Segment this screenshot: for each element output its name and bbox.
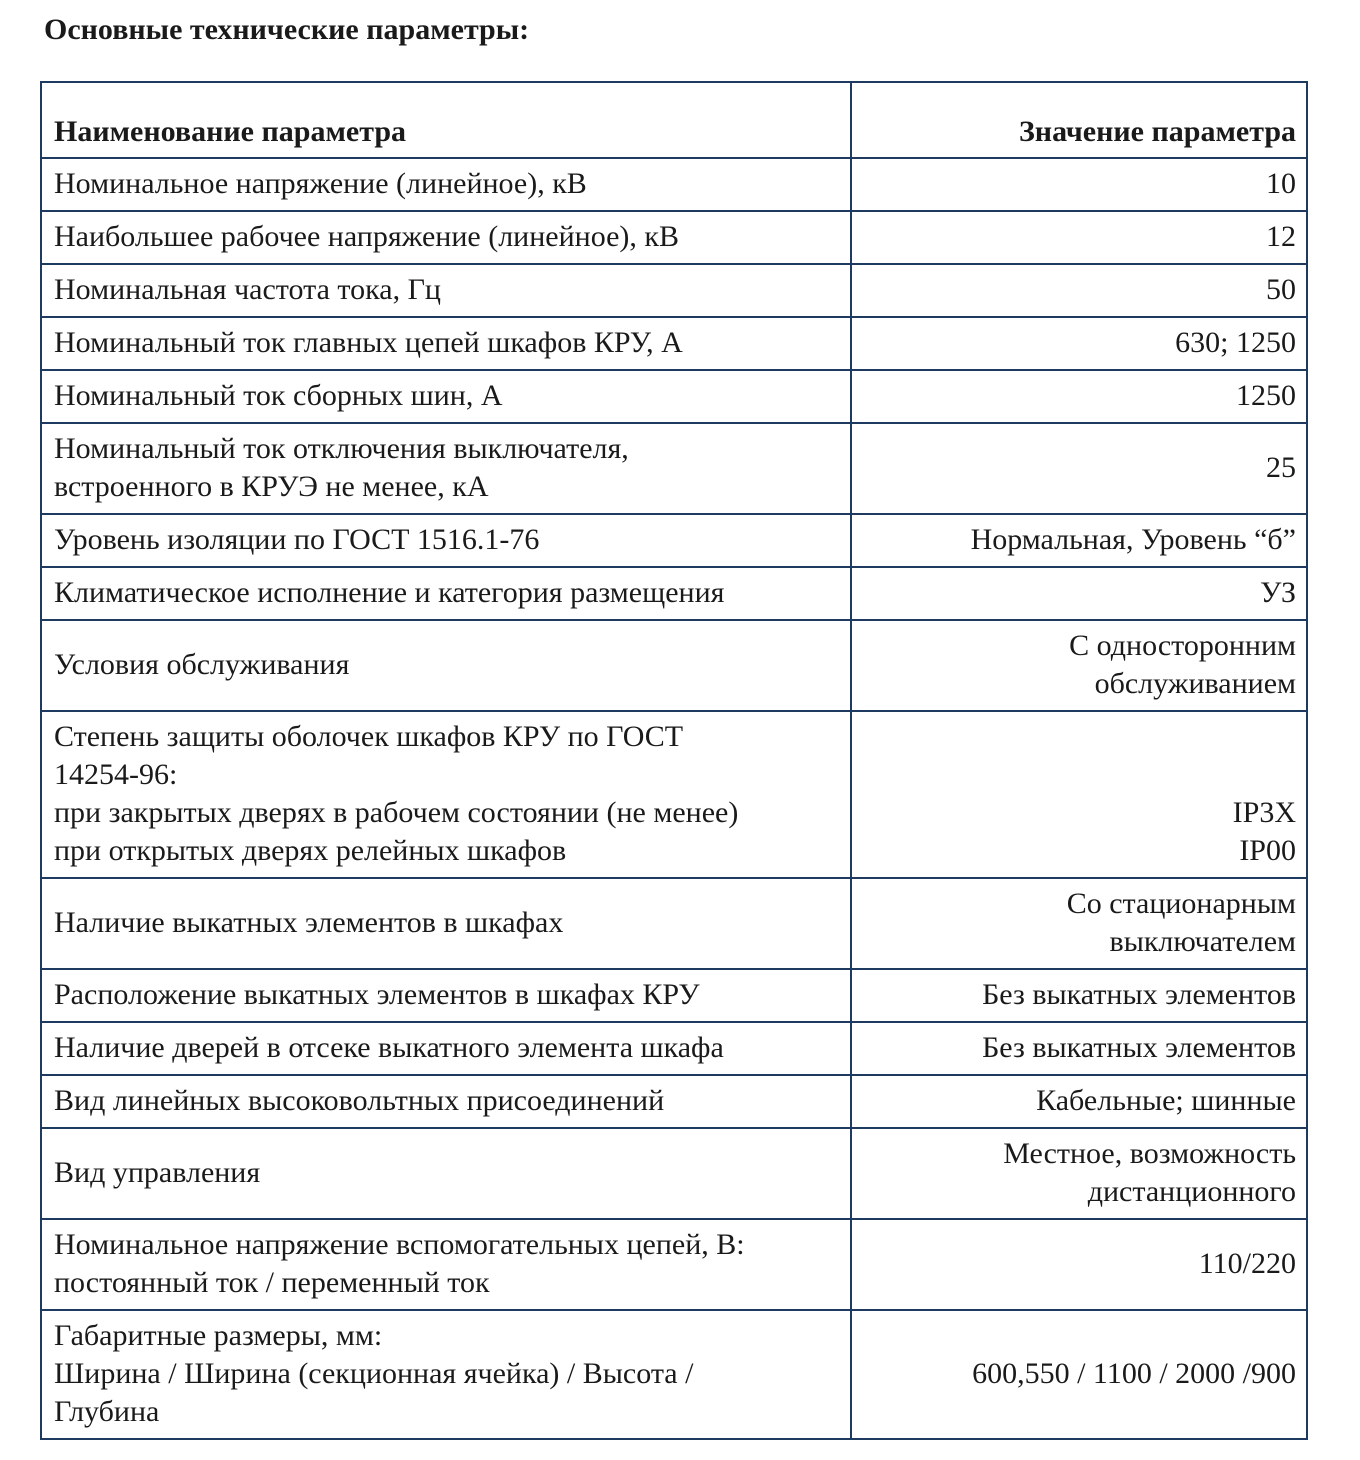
- parameter-name-cell: [41, 423, 851, 514]
- parameter-name-text: Номинальная частота тока, Гц: [54, 273, 441, 306]
- parameter-value-text: 1250: [1236, 379, 1296, 412]
- parameter-value-cell: [851, 514, 1307, 567]
- table-row: [41, 423, 1307, 514]
- parameter-value-text: С односторонним: [1069, 629, 1296, 662]
- parameter-value-text: 50: [1266, 273, 1296, 306]
- parameter-value-text: Нормальная, Уровень “б”: [970, 523, 1296, 556]
- parameter-name-cell: [41, 1022, 851, 1075]
- parameter-value-text: Кабельные; шинные: [1036, 1084, 1296, 1117]
- parameter-name-text: Уровень изоляции по ГОСТ 1516.1-76: [54, 523, 540, 556]
- parameter-name-cell: [41, 711, 851, 878]
- parameter-name-text: при закрытых дверях в рабочем состоянии (не менее): [54, 796, 739, 829]
- parameter-value-cell: [851, 1022, 1307, 1075]
- parameter-value-text: 630; 1250: [1175, 326, 1296, 359]
- table-row: [41, 969, 1307, 1022]
- parameter-name-cell: [41, 1128, 851, 1219]
- parameter-name-text: Номинальный ток отключения выключателя,: [54, 432, 629, 465]
- table-row: [41, 514, 1307, 567]
- parameter-value-text: Со стационарным: [1066, 887, 1296, 920]
- table-row: [41, 1219, 1307, 1310]
- parameter-value-text: дистанционного: [1087, 1175, 1296, 1208]
- parameter-name-cell: [41, 264, 851, 317]
- parameter-name-text: Условия обслуживания: [54, 648, 350, 681]
- parameter-value-cell: [851, 620, 1307, 711]
- parameter-name-cell: [41, 969, 851, 1022]
- table-row: [41, 211, 1307, 264]
- parameter-name-text: Наибольшее рабочее напряжение (линейное), кВ: [54, 220, 679, 253]
- parameter-value-text: 25: [1266, 451, 1296, 484]
- parameter-value-cell: [851, 370, 1307, 423]
- parameter-value-cell: [851, 317, 1307, 370]
- parameter-name-text: Вид линейных высоковольтных присоединений: [54, 1084, 665, 1117]
- parameter-value-text: выключателем: [1109, 925, 1296, 958]
- parameter-name-text: Ширина / Ширина (секционная ячейка) / Высота /: [54, 1357, 694, 1390]
- parameter-name-text: Номинальный ток сборных шин, А: [54, 379, 503, 412]
- page-title: Основные технические параметры:: [44, 13, 530, 46]
- parameter-value-cell: [851, 567, 1307, 620]
- parameter-name-text: Наличие выкатных элементов в шкафах: [54, 906, 564, 939]
- parameter-name-text: Номинальное напряжение вспомогательных цепей, В:: [54, 1228, 745, 1261]
- table-row: [41, 1075, 1307, 1128]
- parameter-value-cell: [851, 211, 1307, 264]
- table-row: [41, 1128, 1307, 1219]
- parameter-name-text: Глубина: [54, 1395, 160, 1428]
- parameter-value-cell: [851, 423, 1307, 514]
- parameter-value-text: УЗ: [1260, 576, 1296, 609]
- parameter-name-cell: [41, 1310, 851, 1439]
- parameter-name-text: Номинальный ток главных цепей шкафов КРУ, А: [54, 326, 683, 359]
- table-row: [41, 1022, 1307, 1075]
- parameter-name-text: 14254-96:: [54, 758, 178, 791]
- parameter-value-cell: [851, 1219, 1307, 1310]
- parameter-value-text: 10: [1266, 167, 1296, 200]
- parameter-value-cell: [851, 969, 1307, 1022]
- parameter-value-cell: [851, 878, 1307, 969]
- parameter-name-text: встроенного в КРУЭ не менее, кА: [54, 470, 489, 503]
- table-row: [41, 264, 1307, 317]
- parameter-name-cell: [41, 370, 851, 423]
- parameter-name-cell: [41, 878, 851, 969]
- table-row: [41, 620, 1307, 711]
- parameter-value-text: Без выкатных элементов: [982, 978, 1296, 1011]
- parameter-value-text: 600,550 / 1100 / 2000 /900: [972, 1357, 1296, 1390]
- parameter-value-text: обслуживанием: [1094, 667, 1296, 700]
- parameter-name-text: Номинальное напряжение (линейное), кВ: [54, 167, 587, 200]
- parameter-name-cell: [41, 567, 851, 620]
- parameters-table: [40, 81, 1308, 1440]
- parameter-value-text: 12: [1266, 220, 1296, 253]
- table-row: [41, 317, 1307, 370]
- parameter-name-text: Расположение выкатных элементов в шкафах КРУ: [54, 978, 700, 1011]
- parameter-name-cell: [41, 211, 851, 264]
- parameter-name-text: Климатическое исполнение и категория размещения: [54, 576, 725, 609]
- parameter-value-cell: [851, 158, 1307, 211]
- parameter-name-cell: [41, 158, 851, 211]
- table-row: [41, 711, 1307, 878]
- column-header-name: Наименование параметра: [41, 82, 851, 158]
- parameter-name-cell: [41, 620, 851, 711]
- parameter-name-cell: [41, 317, 851, 370]
- parameter-name-text: Вид управления: [54, 1156, 261, 1189]
- column-header-value: Значение параметра: [851, 82, 1307, 158]
- parameter-value-cell: [851, 1075, 1307, 1128]
- table-header-row: [41, 82, 1307, 158]
- parameter-name-cell: [41, 514, 851, 567]
- table-row: [41, 158, 1307, 211]
- parameter-name-cell: [41, 1075, 851, 1128]
- parameter-value-text: Без выкатных элементов: [982, 1031, 1296, 1064]
- parameter-value-text: IP00: [1239, 834, 1296, 867]
- parameter-value-cell: [851, 264, 1307, 317]
- parameter-value-text: Местное, возможность: [1003, 1137, 1296, 1170]
- table-row: [41, 878, 1307, 969]
- parameter-value-cell: [851, 1128, 1307, 1219]
- parameter-name-text: при открытых дверях релейных шкафов: [54, 834, 567, 867]
- parameter-name-text: Габаритные размеры, мм:: [54, 1319, 383, 1352]
- parameter-name-text: Степень защиты оболочек шкафов КРУ по ГОСТ: [54, 720, 684, 753]
- parameter-name-text: Наличие дверей в отсеке выкатного элемента шкафа: [54, 1031, 724, 1064]
- table-row: [41, 1310, 1307, 1439]
- table-row: [41, 370, 1307, 423]
- parameter-value-cell: [851, 711, 1307, 878]
- parameter-name-cell: [41, 1219, 851, 1310]
- parameter-value-cell: [851, 1310, 1307, 1439]
- parameter-value-text: 110/220: [1198, 1247, 1296, 1280]
- table-body: [41, 158, 1307, 1439]
- parameter-name-text: постоянный ток / переменный ток: [54, 1266, 490, 1299]
- parameter-value-text: IP3X: [1232, 796, 1296, 829]
- table-row: [41, 567, 1307, 620]
